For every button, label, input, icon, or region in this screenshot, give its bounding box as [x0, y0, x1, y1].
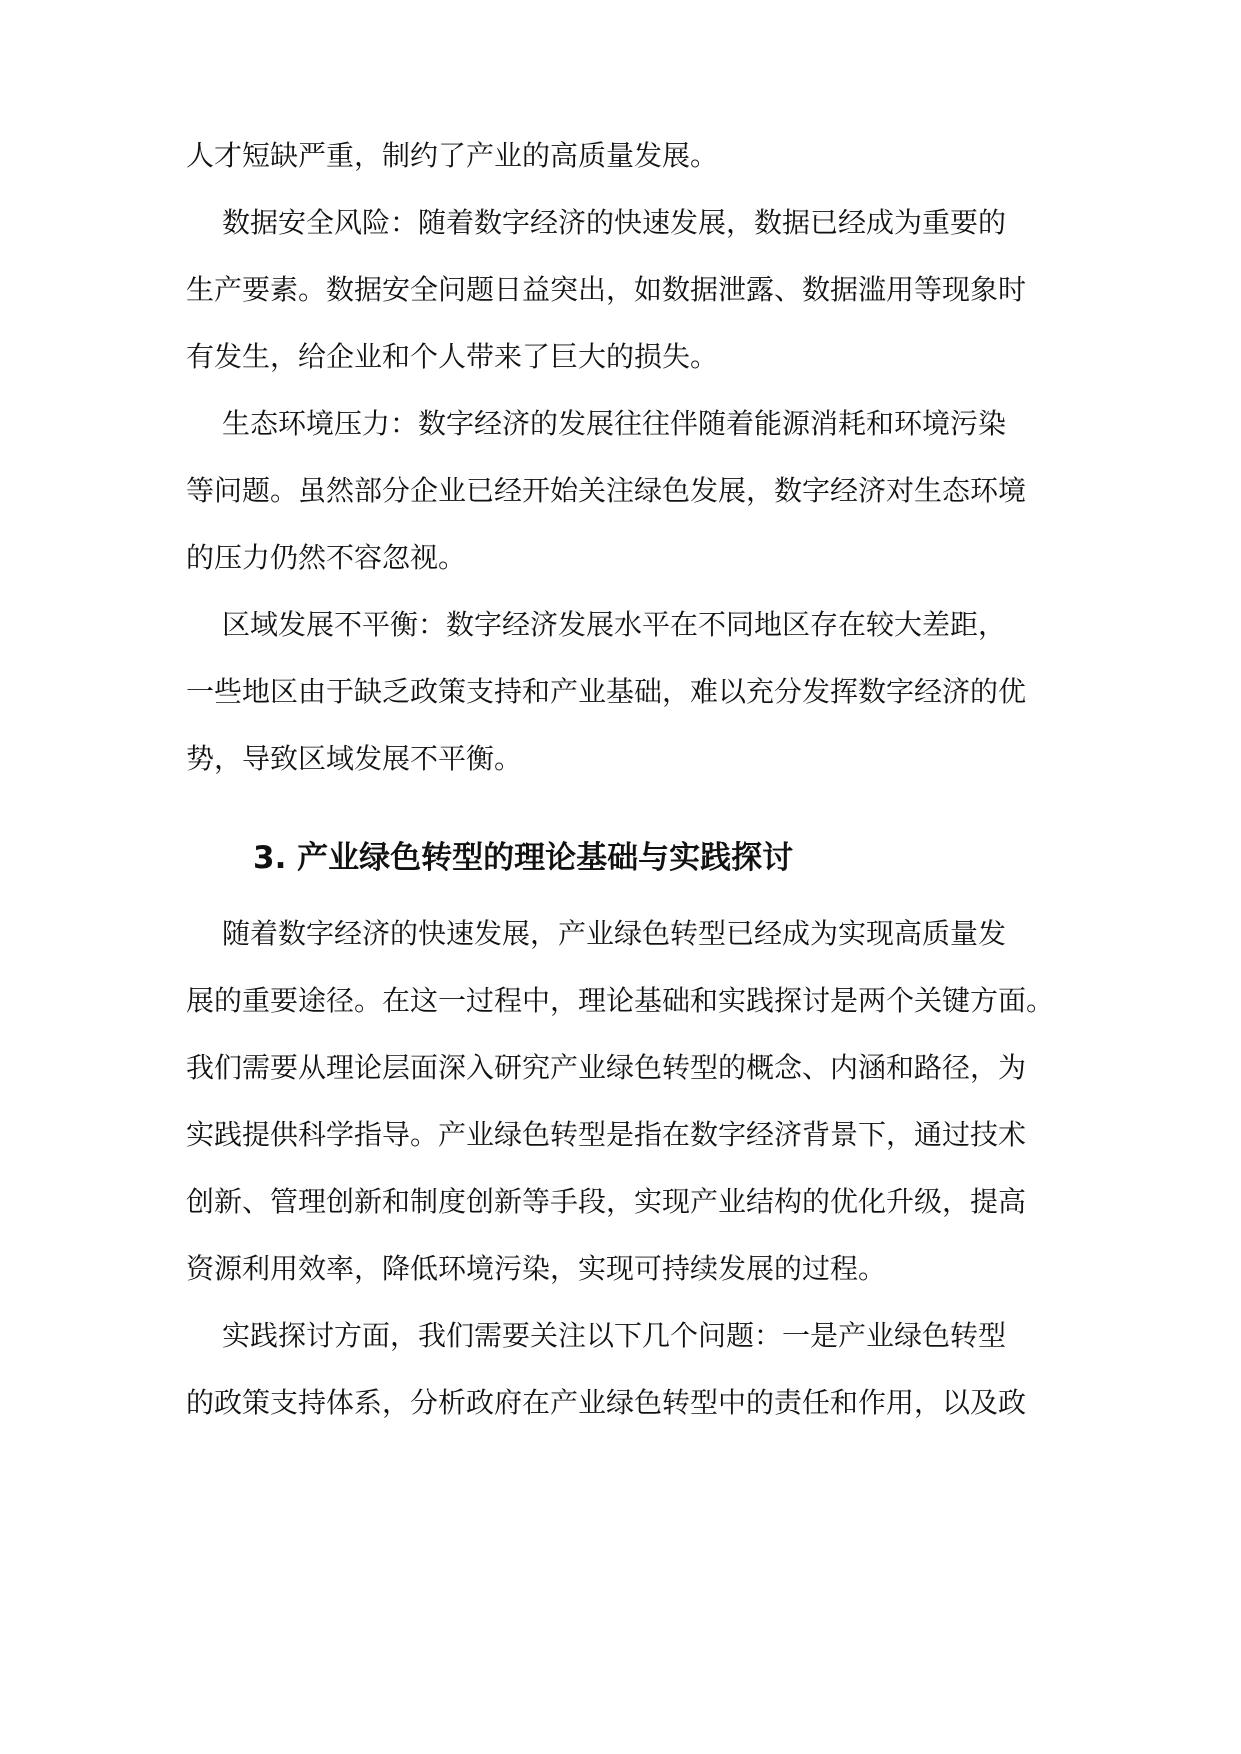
paragraph-line: 的压力仍然不容忽视。 [186, 541, 467, 574]
paragraph-line: 资源利用效率，降低环境污染，实现可持续发展的过程。 [186, 1252, 887, 1285]
paragraph-line: 展的重要途径。在这一过程中，理论基础和实践探讨是两个关键方面。 [186, 984, 1055, 1017]
paragraph-line: 一些地区由于缺乏政策支持和产业基础，难以充分发挥数字经济的优 [186, 675, 1027, 708]
paragraph-line: 等问题。虽然部分企业已经开始关注绿色发展，数字经济对生态环境 [186, 474, 1027, 507]
section-heading: 3. 产业绿色转型的理论基础与实践探讨 [253, 840, 794, 876]
paragraph-line: 生产要素。数据安全问题日益突出，如数据泄露、数据滥用等现象时 [186, 273, 1027, 306]
paragraph-line: 有发生，给企业和个人带来了巨大的损失。 [186, 340, 719, 373]
paragraph-line: 我们需要从理论层面深入研究产业绿色转型的概念、内涵和路径，为 [186, 1051, 1027, 1084]
paragraph-line: 势，导致区域发展不平衡。 [186, 742, 523, 775]
paragraph-line: 实践探讨方面，我们需要关注以下几个问题：一是产业绿色转型 [222, 1319, 1007, 1352]
paragraph-line: 随着数字经济的快速发展，产业绿色转型已经成为实现高质量发 [222, 917, 1007, 950]
paragraph-line: 人才短缺严重，制约了产业的高质量发展。 [186, 139, 719, 172]
paragraph-line: 的政策支持体系，分析政府在产业绿色转型中的责任和作用，以及政 [186, 1386, 1027, 1419]
paragraph-line: 区域发展不平衡：数字经济发展水平在不同地区存在较大差距， [222, 608, 1007, 641]
paragraph-line: 生态环境压力：数字经济的发展往往伴随着能源消耗和环境污染 [222, 407, 1007, 440]
paragraph-line: 数据安全风险：随着数字经济的快速发展，数据已经成为重要的 [222, 206, 1007, 239]
paragraph-line: 实践提供科学指导。产业绿色转型是指在数字经济背景下，通过技术 [186, 1118, 1027, 1151]
paragraph-line: 创新、管理创新和制度创新等手段，实现产业结构的优化升级，提高 [186, 1185, 1027, 1218]
